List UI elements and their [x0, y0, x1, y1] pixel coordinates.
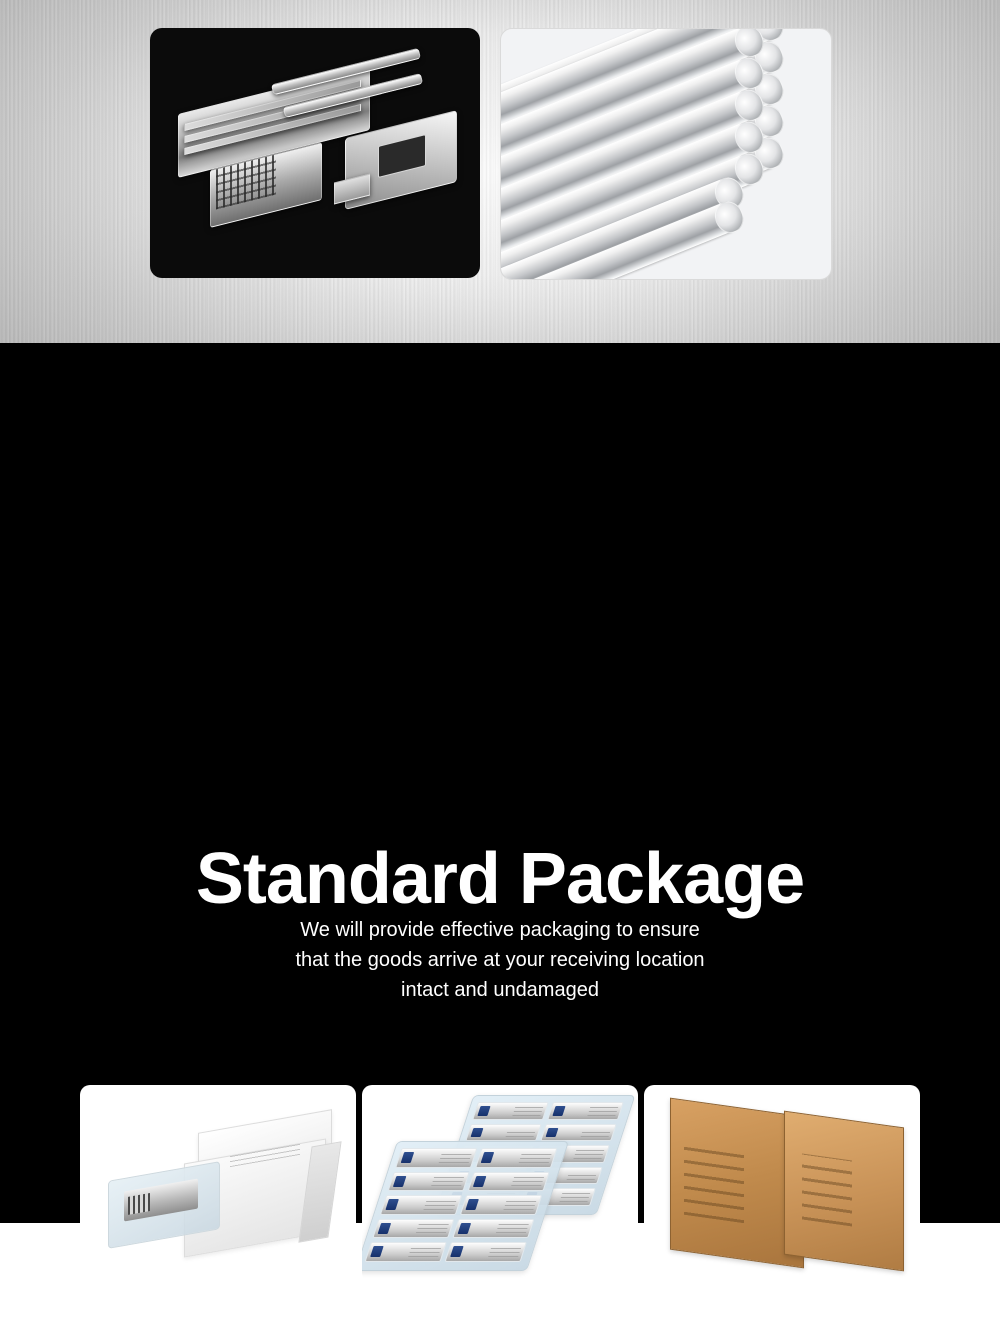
steel-round-bars-photo — [500, 28, 832, 280]
package-card-label: 10-Packing — [447, 1307, 553, 1330]
steel-bar-stack — [501, 29, 831, 279]
module-cell — [387, 1172, 469, 1192]
module-cell — [547, 1102, 624, 1120]
package-subtitle-line-2: that the goods arrive at your receiving location — [295, 949, 705, 971]
module-cell — [364, 1242, 446, 1262]
transceiver-metal-parts-photo — [150, 28, 480, 278]
module-cell — [472, 1102, 549, 1120]
module-cell — [452, 1219, 534, 1239]
module-cell — [380, 1195, 462, 1215]
carton-print-lines — [684, 1141, 744, 1223]
package-card — [80, 1085, 356, 1331]
standard-package-section — [0, 343, 1000, 1330]
module-cell — [395, 1148, 477, 1168]
module-cell — [475, 1148, 557, 1168]
module-cell — [372, 1219, 454, 1239]
tray-module-grid — [362, 1141, 567, 1269]
ten-pack-tray-photo — [362, 1085, 638, 1283]
package-card-label: More BoxPacking — [699, 1307, 865, 1330]
module-cell — [467, 1172, 549, 1192]
package-card-label: 1-Packing — [171, 1307, 265, 1330]
module-cell — [460, 1195, 542, 1215]
hero-banner — [0, 0, 1000, 343]
carton-box-photo — [644, 1085, 920, 1283]
package-subtitle-line-1: We will provide effective packaging to ensure — [300, 919, 700, 941]
single-pack-photo — [80, 1085, 356, 1283]
module-cell — [444, 1242, 526, 1262]
package-card — [362, 1085, 638, 1331]
package-subtitle-line-3: intact and undamaged — [401, 979, 599, 1001]
package-card-row — [80, 1085, 920, 1331]
carton-print-lines — [802, 1153, 852, 1226]
hero-photo-row — [150, 28, 850, 278]
module-cell — [465, 1124, 542, 1142]
module-cell — [540, 1124, 617, 1142]
package-card — [644, 1085, 920, 1331]
package-subtitle — [0, 915, 1000, 1005]
page-title: Standard Package — [195, 839, 805, 920]
